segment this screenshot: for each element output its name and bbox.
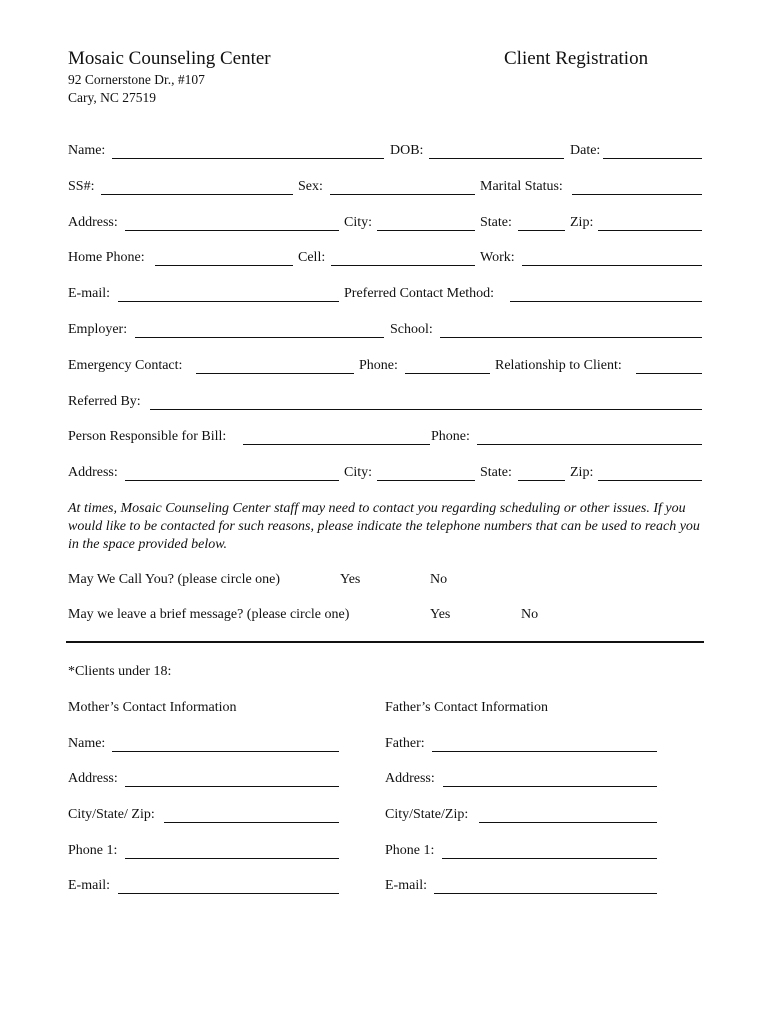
mother-email-input-line[interactable] bbox=[118, 893, 339, 894]
name-label: Name: bbox=[68, 143, 106, 158]
mother-address-input-line[interactable] bbox=[125, 786, 339, 787]
zip-label: Zip: bbox=[570, 215, 594, 230]
father-heading: Father’s Contact Information bbox=[385, 700, 549, 715]
home-phone-input-line[interactable] bbox=[155, 265, 293, 266]
billing-city-input-line[interactable] bbox=[377, 480, 475, 481]
father-phone-label: Phone 1: bbox=[385, 843, 435, 858]
emergency-contact-label: Emergency Contact: bbox=[68, 358, 183, 373]
email-input-line[interactable] bbox=[118, 301, 339, 302]
father-address-label: Address: bbox=[385, 771, 435, 786]
cell-label: Cell: bbox=[298, 250, 326, 265]
call-no-option[interactable]: No bbox=[430, 572, 448, 587]
marital-status-input-line[interactable] bbox=[572, 194, 702, 195]
relationship-input-line[interactable] bbox=[636, 373, 702, 374]
cell-input-line[interactable] bbox=[331, 265, 475, 266]
work-input-line[interactable] bbox=[522, 265, 702, 266]
father-phone-input-line[interactable] bbox=[442, 858, 657, 859]
billing-phone-label: Phone: bbox=[431, 429, 470, 444]
billing-state-input-line[interactable] bbox=[518, 480, 565, 481]
dob-input-line[interactable] bbox=[429, 158, 564, 159]
mother-address-label: Address: bbox=[68, 771, 118, 786]
city-label: City: bbox=[344, 215, 373, 230]
home-phone-label: Home Phone: bbox=[68, 250, 145, 265]
father-city-state-zip-input-line[interactable] bbox=[479, 822, 657, 823]
mother-phone-label: Phone 1: bbox=[68, 843, 118, 858]
person-responsible-input-line[interactable] bbox=[243, 444, 430, 445]
minors-heading: *Clients under 18: bbox=[68, 664, 172, 679]
employer-label: Employer: bbox=[68, 322, 128, 337]
org-address-line1: 92 Cornerstone Dr., #107 bbox=[68, 72, 205, 87]
org-address-line2: Cary, NC 27519 bbox=[68, 90, 156, 105]
work-label: Work: bbox=[480, 250, 515, 265]
email-label: E-mail: bbox=[68, 286, 110, 301]
name-input-line[interactable] bbox=[112, 158, 384, 159]
sex-label: Sex: bbox=[298, 179, 323, 194]
billing-phone-input-line[interactable] bbox=[477, 444, 702, 445]
org-name: Mosaic Counseling Center bbox=[68, 48, 271, 69]
emergency-phone-input-line[interactable] bbox=[405, 373, 490, 374]
contact-notice: At times, Mosaic Counseling Center staff may need to contact you regarding scheduling or other issues. If you would like to be contacted for such reasons, please indicate the telephone numbers that can be used to reach you in the space provided below. bbox=[68, 501, 700, 552]
section-divider bbox=[66, 641, 704, 643]
mother-heading: Mother’s Contact Information bbox=[68, 700, 237, 715]
ssn-label: SS#: bbox=[68, 179, 95, 194]
person-responsible-label: Person Responsible for Bill: bbox=[68, 429, 227, 444]
father-name-label: Father: bbox=[385, 736, 425, 751]
father-name-input-line[interactable] bbox=[432, 751, 657, 752]
date-label: Date: bbox=[570, 143, 601, 158]
state-label: State: bbox=[480, 215, 512, 230]
billing-city-label: City: bbox=[344, 465, 373, 480]
mother-email-label: E-mail: bbox=[68, 878, 110, 893]
message-yes-option[interactable]: Yes bbox=[430, 607, 451, 622]
mother-city-state-zip-label: City/State/ Zip: bbox=[68, 807, 155, 822]
referred-by-label: Referred By: bbox=[68, 394, 141, 409]
zip-input-line[interactable] bbox=[598, 230, 702, 231]
father-email-input-line[interactable] bbox=[434, 893, 657, 894]
mother-name-label: Name: bbox=[68, 736, 106, 751]
form-title: Client Registration bbox=[504, 48, 649, 69]
school-input-line[interactable] bbox=[440, 337, 702, 338]
sex-input-line[interactable] bbox=[330, 194, 475, 195]
call-yes-option[interactable]: Yes bbox=[340, 572, 361, 587]
billing-zip-input-line[interactable] bbox=[598, 480, 702, 481]
mother-name-input-line[interactable] bbox=[112, 751, 339, 752]
city-input-line[interactable] bbox=[377, 230, 475, 231]
father-city-state-zip-label: City/State/Zip: bbox=[385, 807, 469, 822]
preferred-contact-input-line[interactable] bbox=[510, 301, 702, 302]
dob-label: DOB: bbox=[390, 143, 424, 158]
state-input-line[interactable] bbox=[518, 230, 565, 231]
emergency-phone-label: Phone: bbox=[359, 358, 398, 373]
address-input-line[interactable] bbox=[125, 230, 339, 231]
billing-address-input-line[interactable] bbox=[125, 480, 339, 481]
date-input-line[interactable] bbox=[603, 158, 702, 159]
billing-zip-label: Zip: bbox=[570, 465, 594, 480]
message-question: May we leave a brief message? (please circle one) bbox=[68, 607, 350, 622]
marital-status-label: Marital Status: bbox=[480, 179, 563, 194]
referred-by-input-line[interactable] bbox=[150, 409, 702, 410]
relationship-label: Relationship to Client: bbox=[495, 358, 622, 373]
mother-city-state-zip-input-line[interactable] bbox=[164, 822, 339, 823]
address-label: Address: bbox=[68, 215, 118, 230]
emergency-contact-input-line[interactable] bbox=[196, 373, 354, 374]
billing-state-label: State: bbox=[480, 465, 512, 480]
employer-input-line[interactable] bbox=[135, 337, 384, 338]
call-question: May We Call You? (please circle one) bbox=[68, 572, 281, 587]
father-address-input-line[interactable] bbox=[443, 786, 657, 787]
father-email-label: E-mail: bbox=[385, 878, 427, 893]
billing-address-label: Address: bbox=[68, 465, 118, 480]
message-no-option[interactable]: No bbox=[521, 607, 539, 622]
school-label: School: bbox=[390, 322, 433, 337]
preferred-contact-label: Preferred Contact Method: bbox=[344, 286, 495, 301]
mother-phone-input-line[interactable] bbox=[125, 858, 339, 859]
ssn-input-line[interactable] bbox=[101, 194, 293, 195]
